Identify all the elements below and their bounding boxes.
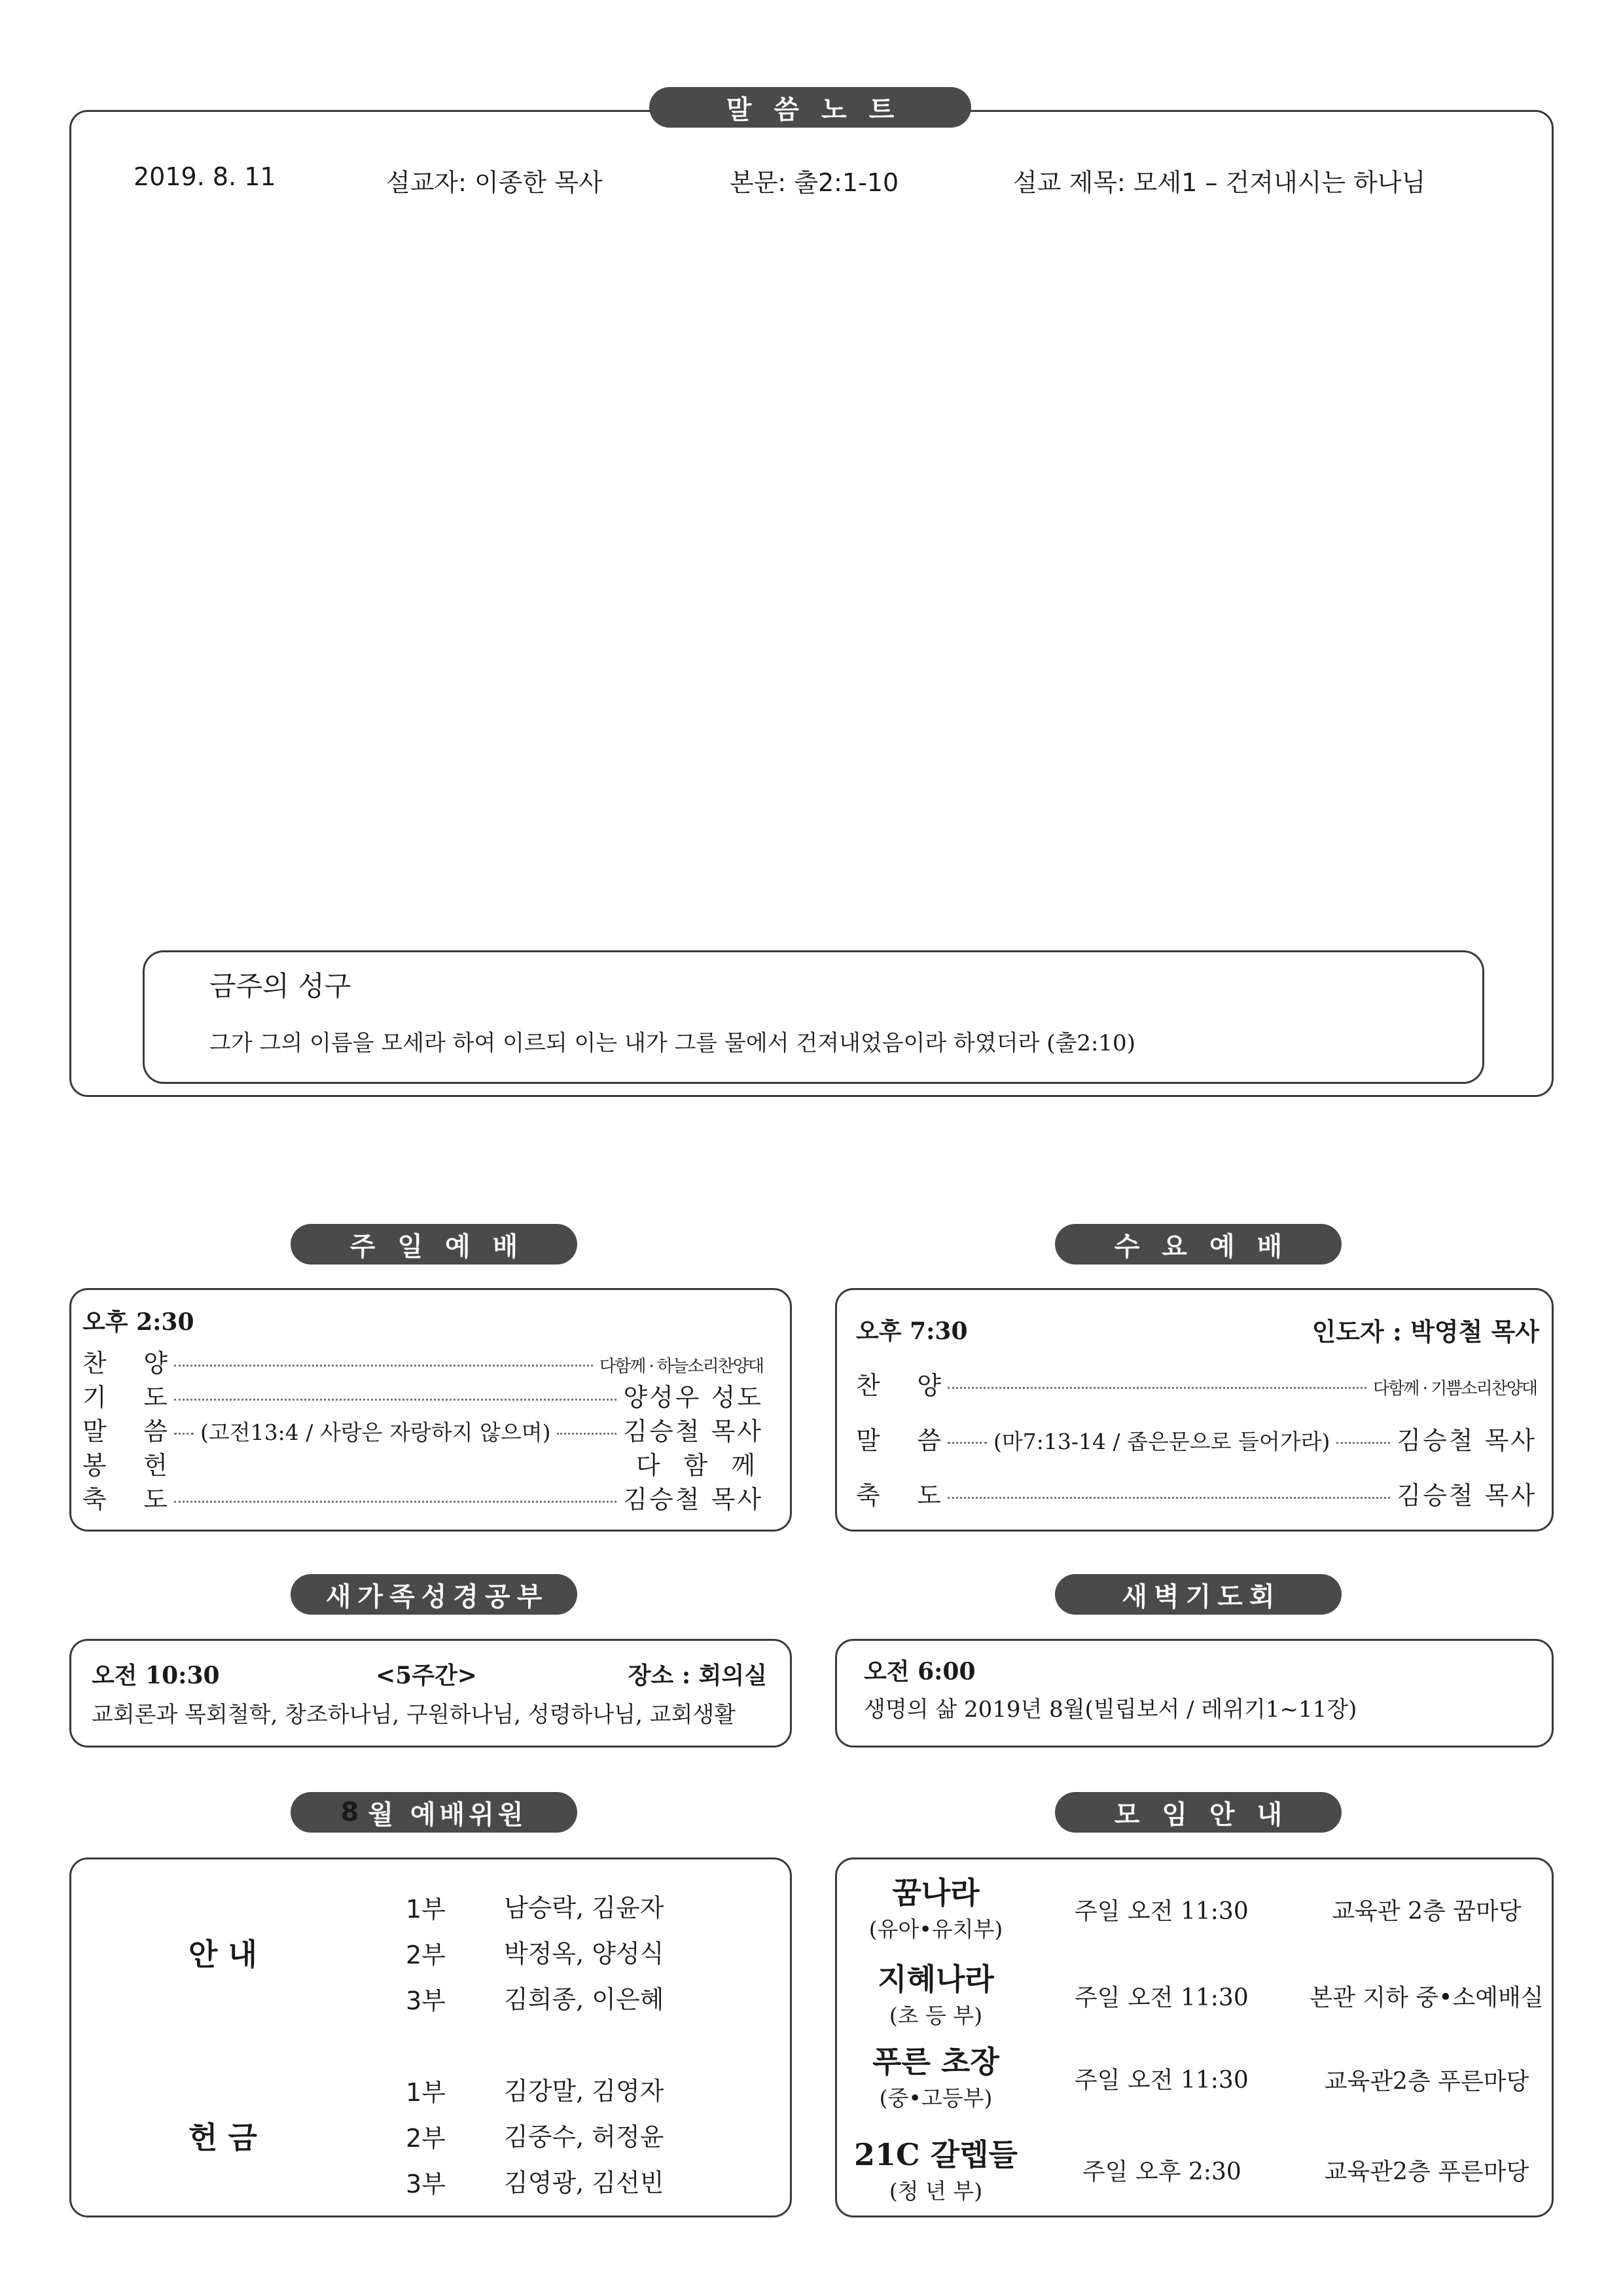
row-label: 찬 양 <box>82 1349 168 1378</box>
meeting-time: 주일 오전 11:30 <box>1075 2067 1249 2094</box>
committee-title-num: 8 <box>340 1797 363 1827</box>
row-label: 축 도 <box>82 1485 168 1514</box>
committee-part: 3부 <box>406 1986 446 2015</box>
meeting-name: 21C 갈렙들 (청 년 부) <box>854 2137 1018 2204</box>
committee-names: 김희종, 이은혜 <box>504 1985 664 2014</box>
family-bible-weeks: <5주간> <box>376 1662 477 1689</box>
sermon-text: 본문: 출2:1-10 <box>730 168 899 197</box>
meeting-place: 교육관2층 푸른마당 <box>1324 2068 1529 2095</box>
sermon-date: 2019. 8. 11 <box>134 162 276 191</box>
row-value: 김승철 목사 <box>1397 1481 1537 1510</box>
family-bible-box <box>69 1639 792 1748</box>
row-mid: (마7:13-14 / 좁은문으로 들어가라) <box>993 1429 1330 1454</box>
committee-names: 김영광, 김선빈 <box>504 2168 664 2197</box>
row-label: 말 씀 <box>82 1417 168 1446</box>
weekly-verse-text: 그가 그의 이름을 모세라 하여 이르되 이는 내가 그를 물에서 건져내었음이라 하였더라 (출2:10) <box>209 1030 1135 1056</box>
sunday-row-offering <box>82 1445 763 1481</box>
wednesday-row-praise <box>856 1365 1537 1401</box>
committee-part: 2부 <box>406 1941 446 1969</box>
family-bible-title: 새가족성경공부 <box>291 1574 577 1615</box>
meeting-name: 푸른 초장 (중•고등부) <box>872 2044 999 2111</box>
family-bible-place: 장소 : 회의실 <box>628 1662 767 1689</box>
meeting-time: 주일 오전 11:30 <box>1075 1984 1249 2011</box>
dawn-prayer-text: 생명의 삶 2019년 8월(빌립보서 / 레위기1~11장) <box>864 1696 1357 1723</box>
wednesday-service-title: 수요예배 <box>1055 1224 1342 1265</box>
row-value: 다함께 · 하늘소리찬양대 <box>599 1357 763 1376</box>
row-label: 축 도 <box>856 1481 941 1510</box>
row-value: 김승철 목사 <box>623 1417 763 1446</box>
committee-part: 3부 <box>406 2170 446 2198</box>
sermon-note-title: 말씀노트 <box>649 87 971 128</box>
row-value: 김승철 목사 <box>1397 1426 1537 1455</box>
sunday-row-praise <box>82 1343 763 1379</box>
wednesday-time: 오후 7:30 <box>856 1318 968 1345</box>
sunday-service-title: 주일예배 <box>291 1224 577 1265</box>
sunday-row-benediction <box>82 1479 763 1515</box>
committee-title <box>291 1792 577 1833</box>
meeting-time: 주일 오후 2:30 <box>1082 2159 1241 2185</box>
committee-group-offering: 헌 금 <box>188 2120 257 2155</box>
sunday-row-word <box>82 1411 763 1447</box>
meetings-title: 모임안내 <box>1055 1792 1342 1833</box>
meeting-time: 주일 오전 11:30 <box>1075 1898 1249 1925</box>
row-label: 말 씀 <box>856 1426 941 1455</box>
committee-names: 김강말, 김영자 <box>504 2077 664 2106</box>
family-bible-topics: 교회론과 목회철학, 창조하나님, 구원하나님, 성령하나님, 교회생활 <box>92 1702 736 1728</box>
sermon-preacher: 설교자: 이종한 목사 <box>386 168 603 197</box>
committee-title-rest: 월 예배위원 <box>368 1799 527 1830</box>
wednesday-leader: 인도자 : 박영철 목사 <box>1311 1317 1539 1346</box>
sermon-title: 설교 제목: 모세1 – 건져내시는 하나님 <box>1013 168 1426 197</box>
row-label: 봉 헌 <box>82 1451 168 1480</box>
committee-part: 2부 <box>406 2124 446 2153</box>
committee-names: 김중수, 허정윤 <box>504 2123 664 2151</box>
row-value: 다함께 · 기쁨소리찬양대 <box>1373 1379 1537 1399</box>
wednesday-row-benediction <box>856 1475 1537 1511</box>
meeting-place: 본관 지하 중•소예배실 <box>1310 1984 1544 2011</box>
family-bible-time: 오전 10:30 <box>92 1662 220 1689</box>
row-value: 다 함 께 <box>635 1451 763 1480</box>
wednesday-row-word <box>856 1420 1537 1456</box>
row-value: 양성우 성도 <box>623 1383 763 1412</box>
row-label: 찬 양 <box>856 1371 941 1400</box>
weekly-verse-heading: 금주의 성구 <box>209 970 351 1002</box>
committee-names: 남승락, 김윤자 <box>504 1893 664 1922</box>
meeting-name: 지혜나라 (초 등 부) <box>878 1962 994 2028</box>
committee-part: 1부 <box>406 1895 446 1924</box>
meeting-place: 교육관2층 푸른마당 <box>1324 2159 1529 2185</box>
meeting-place: 교육관 2층 꿈마당 <box>1332 1898 1522 1925</box>
committee-part: 1부 <box>406 2078 446 2107</box>
row-mid: (고전13:4 / 사랑은 자랑하지 않으며) <box>200 1420 551 1445</box>
sunday-time: 오후 2:30 <box>82 1308 194 1336</box>
meeting-name: 꿈나라 (유아•유치부) <box>868 1875 1003 1942</box>
sermon-note-box <box>69 110 1554 1097</box>
row-value: 김승철 목사 <box>623 1485 763 1514</box>
row-label: 기 도 <box>82 1383 168 1412</box>
committee-names: 박정옥, 양성식 <box>504 1939 664 1968</box>
dawn-prayer-time: 오전 6:00 <box>864 1658 976 1685</box>
dawn-prayer-title: 새벽기도회 <box>1055 1574 1342 1615</box>
sunday-row-prayer <box>82 1377 763 1413</box>
committee-group-usher: 안 내 <box>188 1937 257 1972</box>
